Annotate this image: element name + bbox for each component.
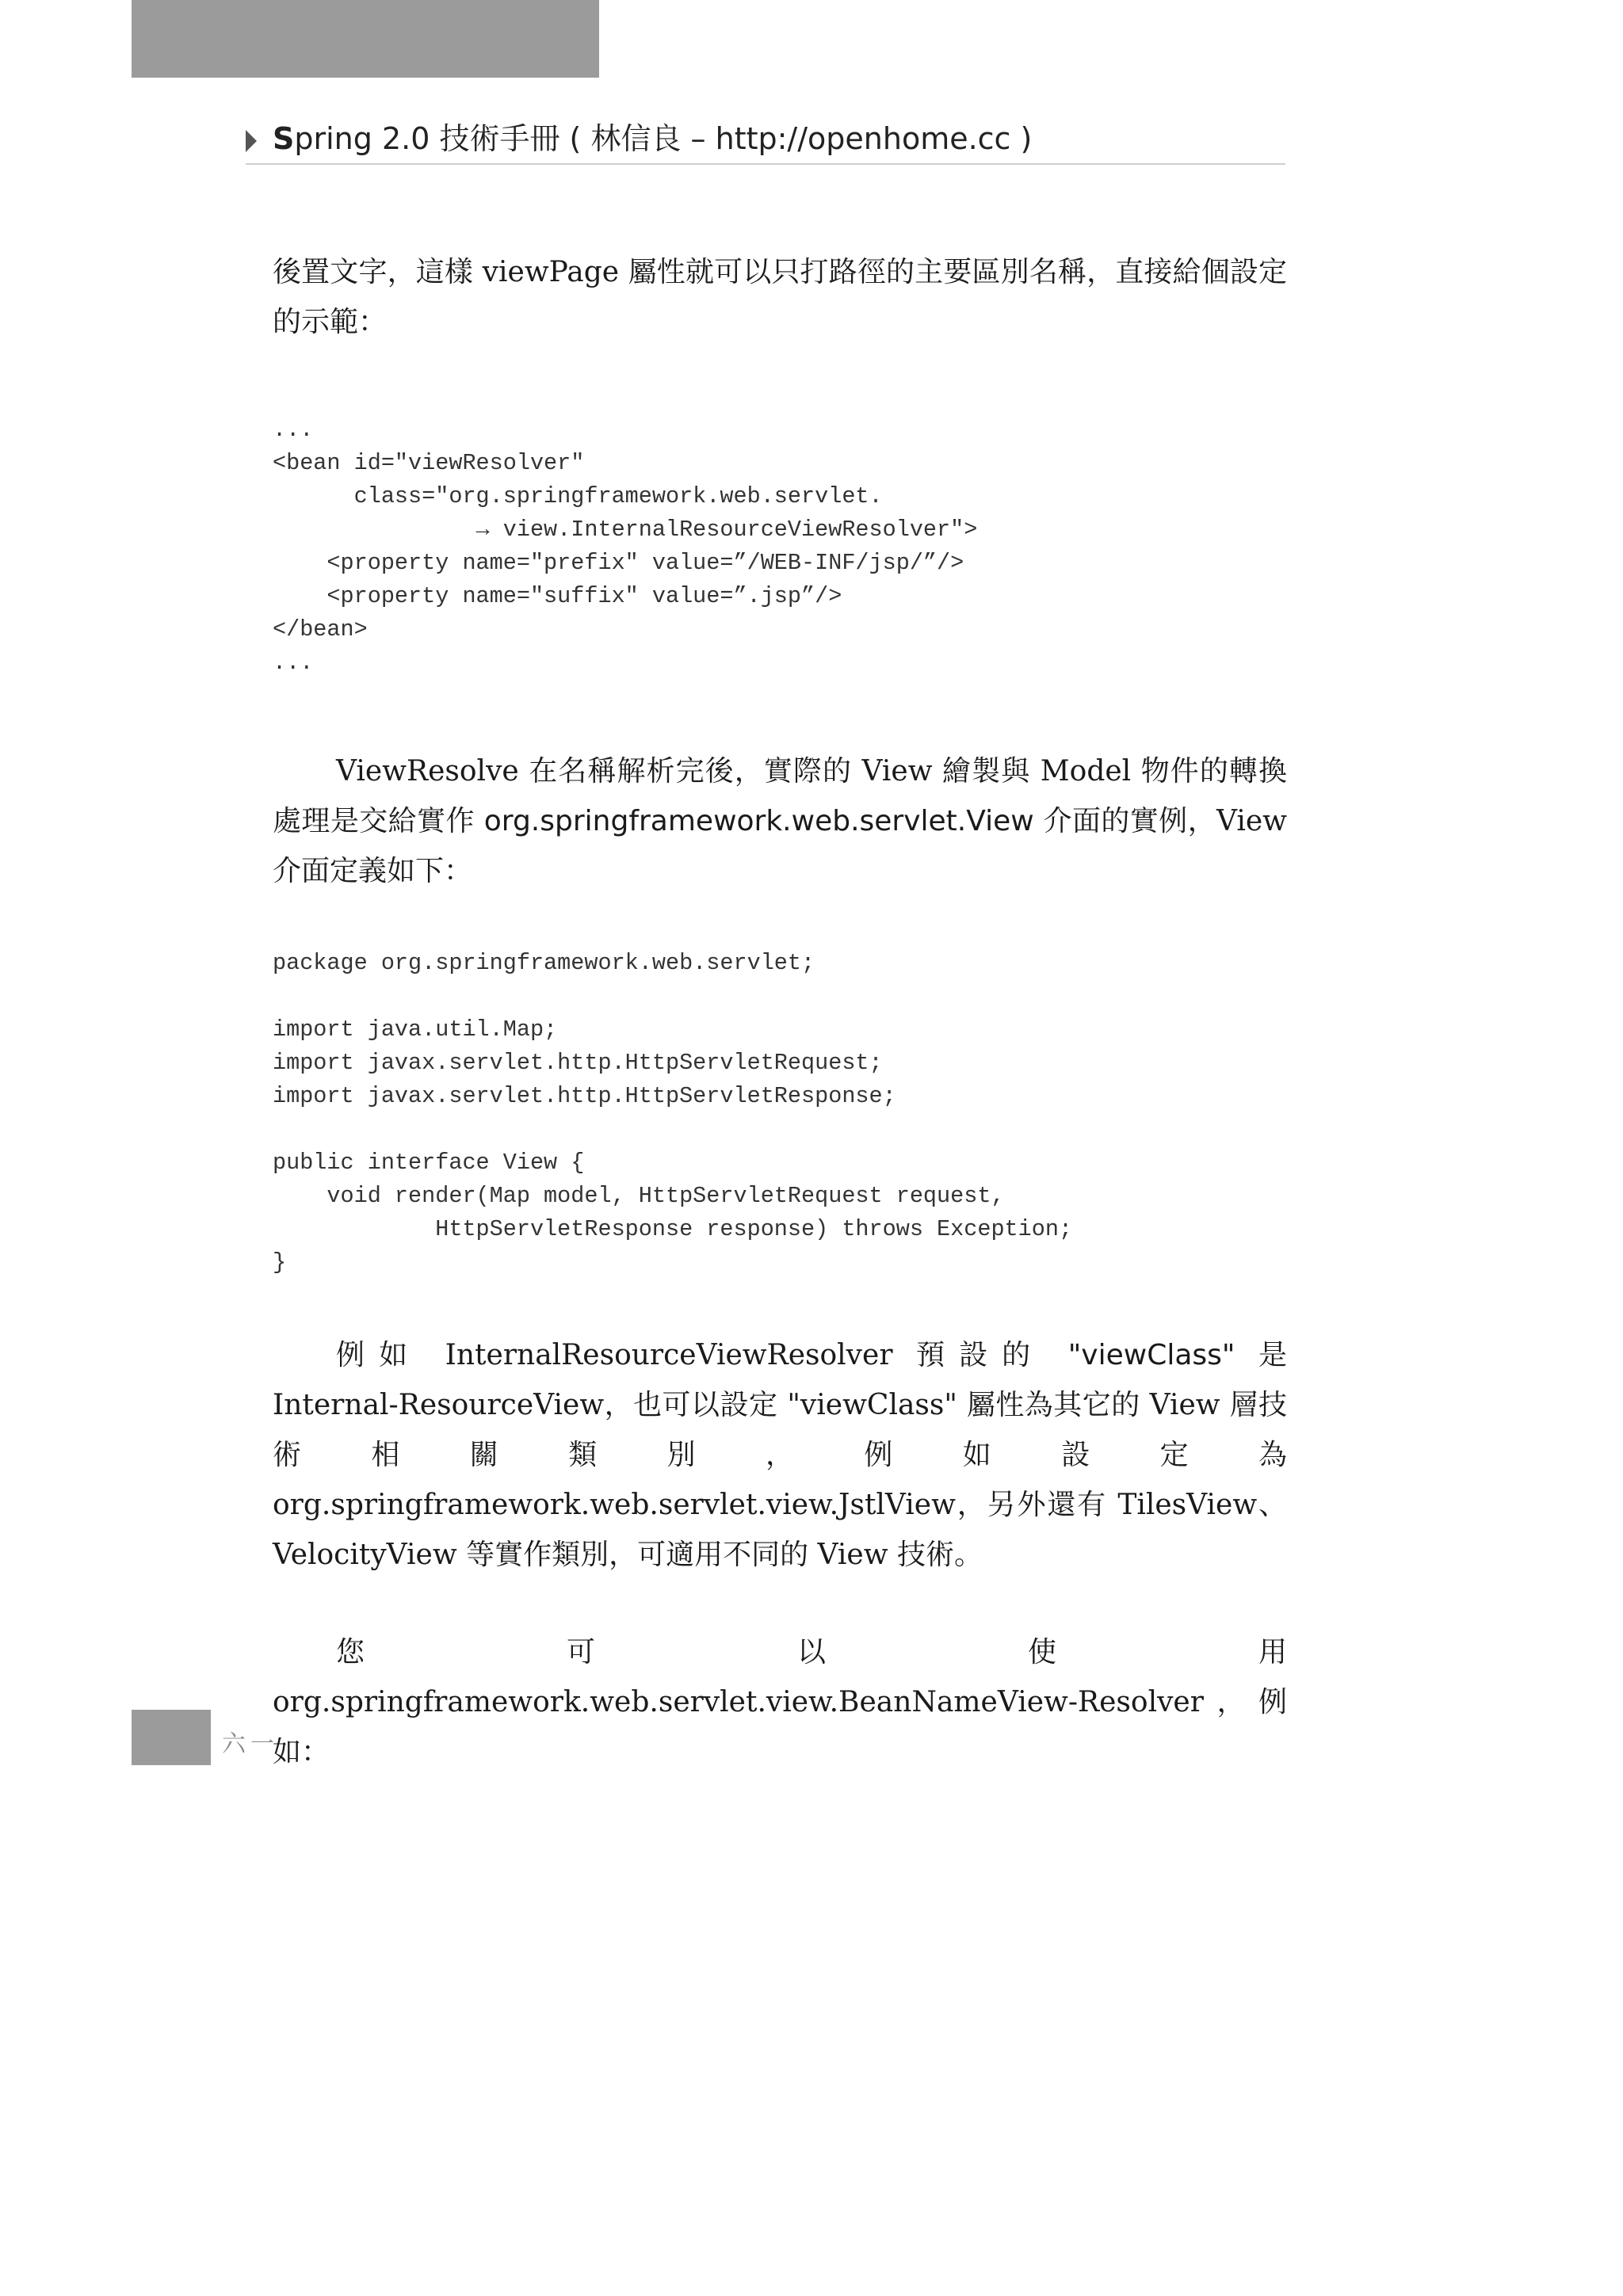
paragraph-view-resolve-a: ViewResolve 在名稱解析完後，實際的 View 繪製與 Model 物件的轉換處理是交給實作 <box>273 755 1287 837</box>
paragraph-view-resolve <box>273 746 1287 896</box>
paragraph-view-resolve-c: 介面的實例，View 介面定義如下： <box>273 805 1287 887</box>
code-block-java: package org.springframework.web.servlet; import java.util.Map; import javax.servlet.http.HttpServletRequest; import javax.servlet.http.HttpServletResponse; public interface View { void render(Map model, HttpServletRequest request, HttpServletResponse response) throws Exception; } <box>273 950 1073 1276</box>
paragraph-bean-name: 您可以使用 org.springframework.web.servlet.view.BeanNameView-Resolver，例如： <box>273 1636 1287 1768</box>
header-title-rest: pring 2.0 技術手冊 ( 林信良 – http://openhome.cc ) <box>294 121 1033 156</box>
code-block-xml: ... <bean id="viewResolver" class="org.springframework.web.servlet. → view.InternalResourceViewResolver"> <property name="prefix" value=”/WEB-INF/jsp/”/> <property name="suffix" value=”.jsp”/> </bean> ... <box>273 417 978 676</box>
paragraph-intro: 後置文字，這樣 viewPage 屬性就可以只打路徑的主要區別名稱，直接給個設定的示範： <box>273 256 1287 338</box>
footer-tab-decoration <box>132 1710 211 1765</box>
running-header <box>246 119 1285 165</box>
triangle-bullet-icon <box>246 130 257 152</box>
page-body <box>273 247 1287 1777</box>
paragraph-view-class-c: 是 Internal-ResourceView，也可以設定 "viewClass" 屬性為其它的 View 層技術相關類別，例如設定為 org.springframework.web.servlet.view.JstlView，另外還有 TilesView、VelocityView 等實作類別，可適用不同的 View 技術。 <box>273 1339 1287 1571</box>
paragraph-view-resolve-class: org.springframework.web.servlet.View <box>483 805 1034 837</box>
top-tab-decoration <box>132 0 599 78</box>
header-title <box>273 119 1032 158</box>
paragraph-view-class-quoted: "viewClass" <box>1067 1339 1235 1371</box>
header-title-initial: S <box>273 121 295 156</box>
paragraph-view-class-a: 例如 InternalResourceViewResolver 預設的 <box>336 1339 1068 1371</box>
paragraph-view-class <box>273 1330 1287 1580</box>
page-number: 六一 <box>222 1730 279 1758</box>
